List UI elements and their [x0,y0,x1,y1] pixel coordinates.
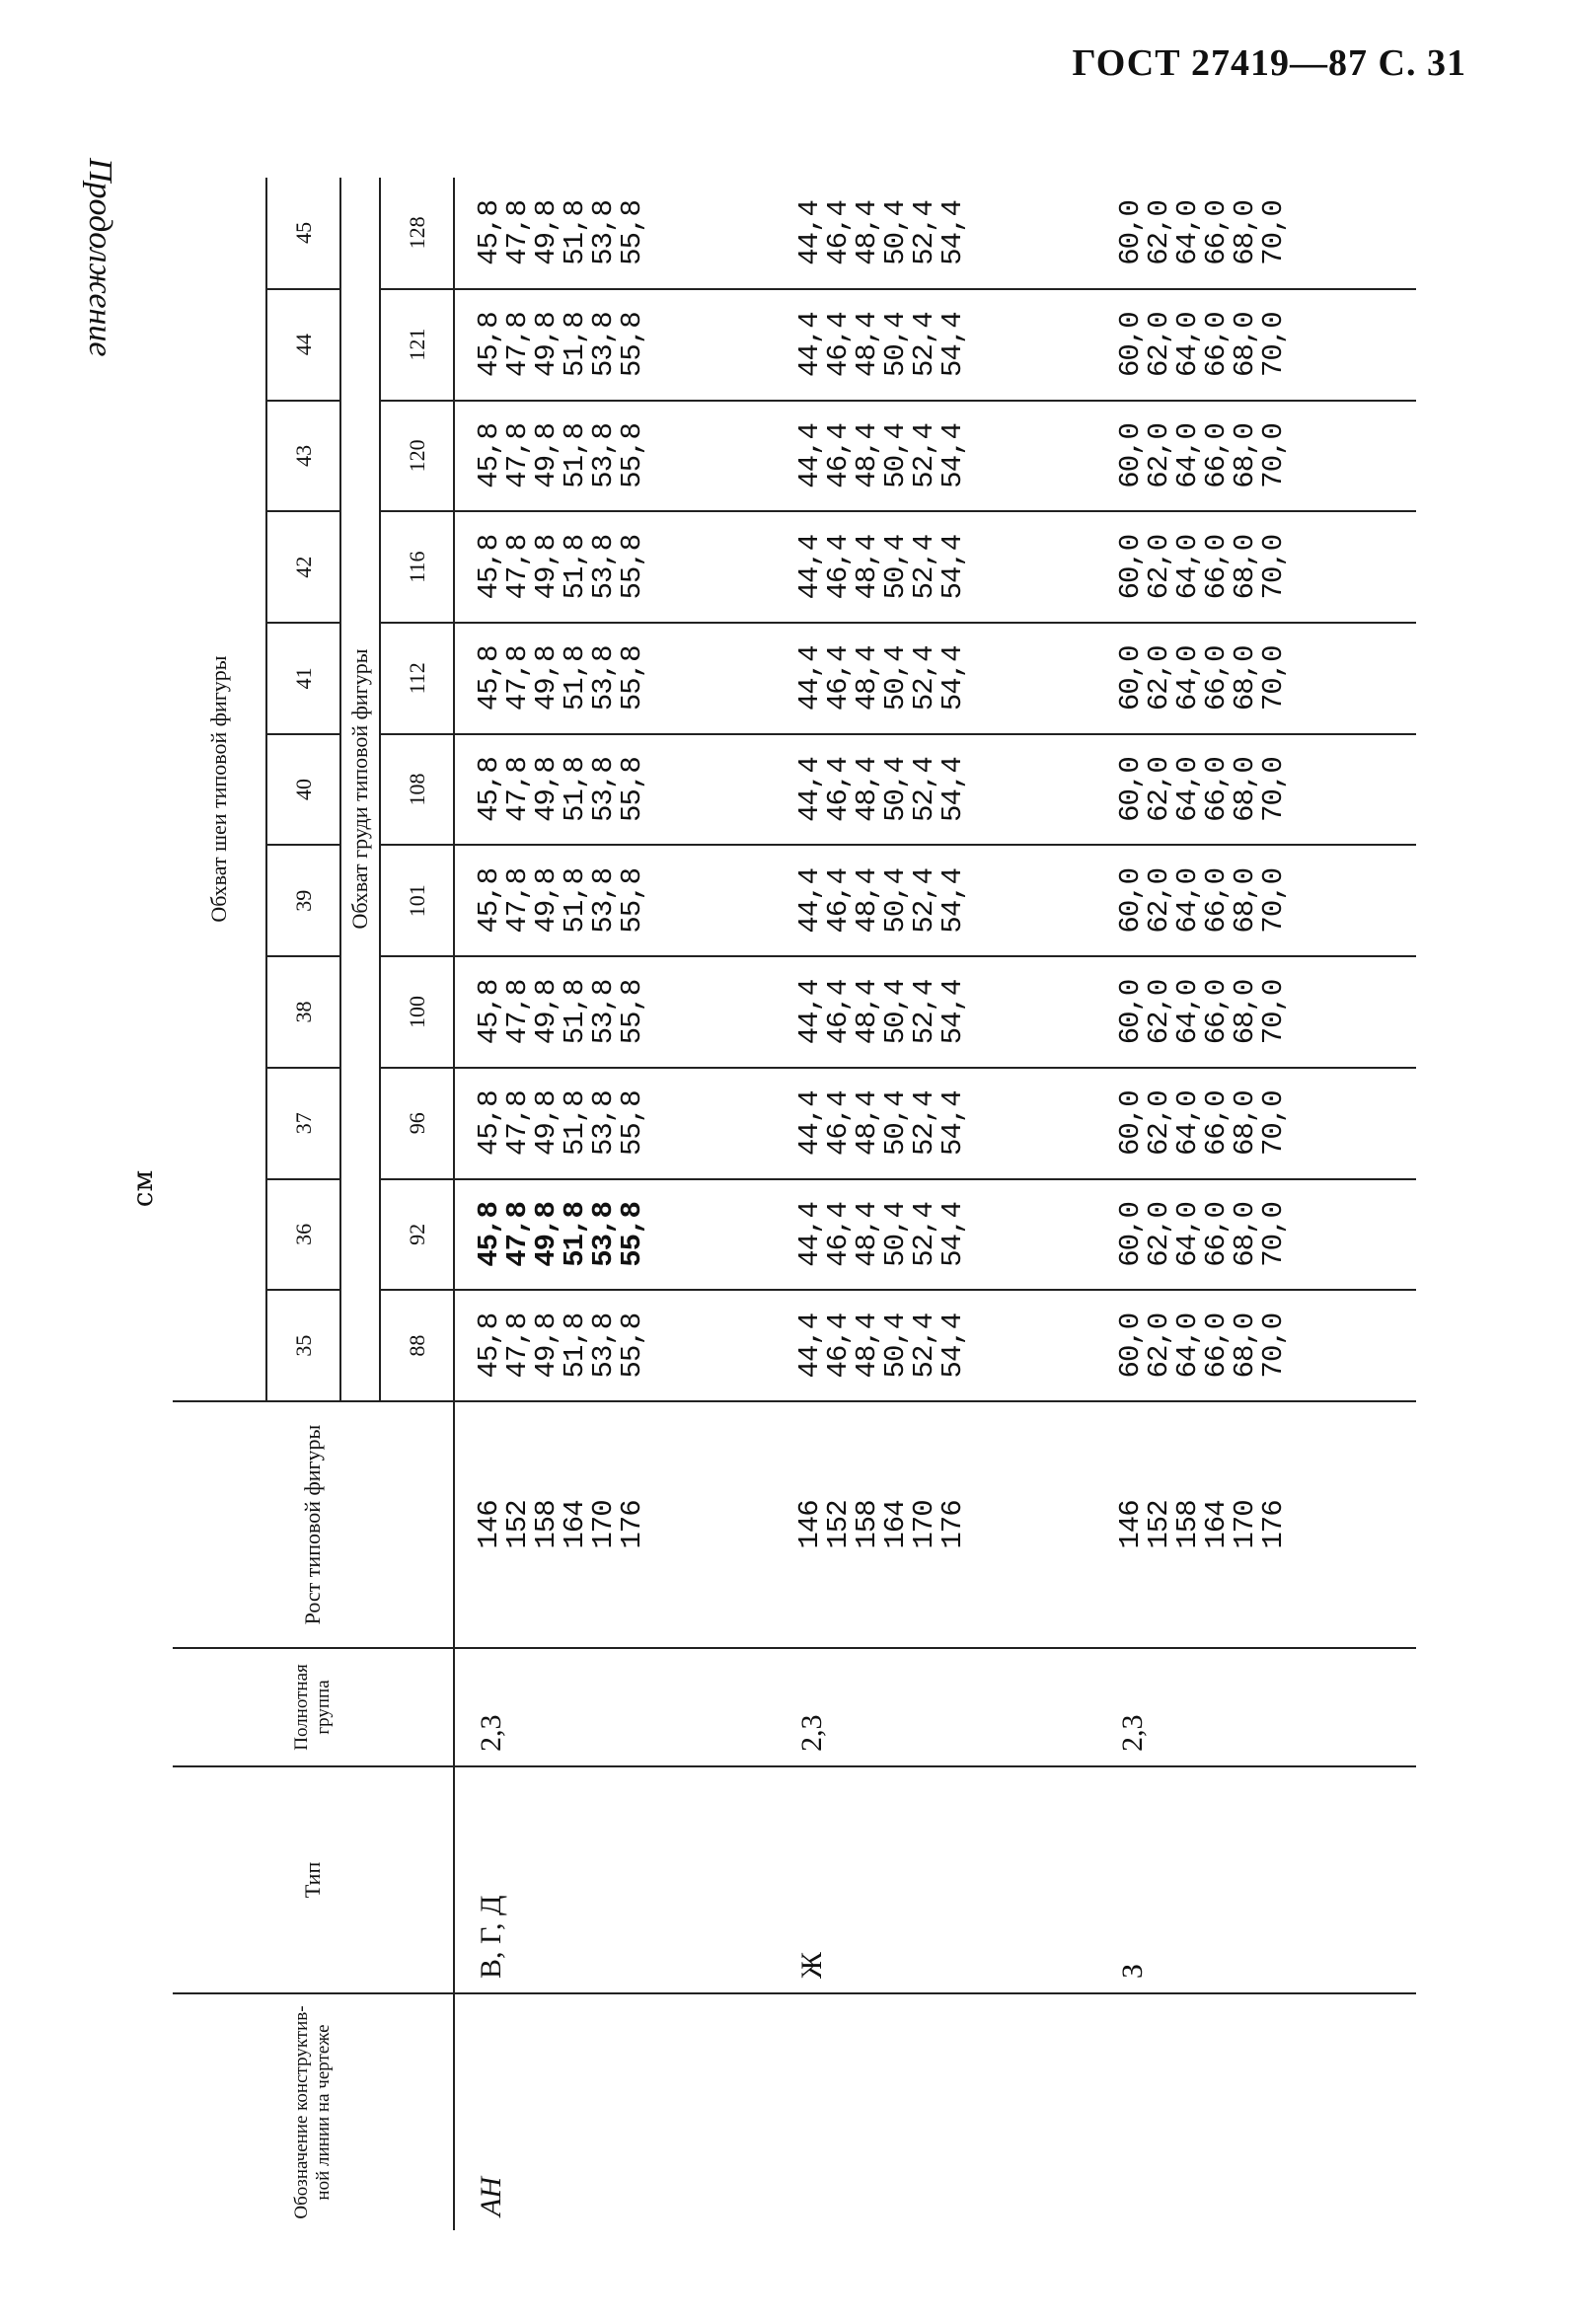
row-type: В, Г, Д [454,1766,776,1993]
row-values: 45,8 47,8 49,8 51,8 53,8 55,8 [454,289,776,401]
table-row [1096,178,1416,2230]
neck-size-39: 39 [266,845,340,956]
row-values: 45,8 47,8 49,8 51,8 53,8 55,8 [454,1179,776,1291]
neck-size-38: 38 [266,956,340,1068]
row-values: 44,4 46,4 48,4 50,4 52,4 54,4 [776,401,1095,512]
chest-size-88: 88 [380,1290,454,1401]
row-group: 2,3 [776,1648,1095,1766]
row-values: 60,0 62,0 64,0 66,0 68,0 70,0 [1096,289,1416,401]
row-values: 44,4 46,4 48,4 50,4 52,4 54,4 [776,1179,1095,1291]
row-values: 60,0 62,0 64,0 66,0 68,0 70,0 [1113,1312,1290,1379]
chest-size-121: 121 [380,289,454,401]
chest-size-128: 128 [380,178,454,289]
row-values: 45,8 47,8 49,8 51,8 53,8 55,8 [454,1068,776,1179]
page-header [1073,41,1467,85]
row-values: 45,8 47,8 49,8 51,8 53,8 55,8 [454,734,776,846]
table-row [454,178,776,2230]
row-values: 45,8 47,8 49,8 51,8 53,8 55,8 [454,956,776,1068]
row-values: 60,0 62,0 64,0 66,0 68,0 70,0 [1096,734,1416,846]
neck-size-35: 35 [266,1290,340,1401]
chest-size-92: 92 [380,1179,454,1291]
row-designation: АН [454,1993,776,2230]
row-values: 45,8 47,8 49,8 51,8 53,8 55,8 [454,401,776,512]
neck-size-40: 40 [266,734,340,846]
chest-size-112: 112 [380,623,454,734]
row-designation [776,1993,1095,2230]
col-group: Полнотная группа [173,1648,454,1766]
row-values: 44,4 46,4 48,4 50,4 52,4 54,4 [776,178,1095,289]
col-type: Тип [173,1766,454,1993]
row-values: 44,4 46,4 48,4 50,4 52,4 54,4 [776,623,1095,734]
row-group: 2,3 [454,1648,776,1766]
neck-size-42: 42 [266,511,340,623]
row-heights: 146 152 158 164 170 176 [776,1401,1095,1648]
row-designation [1096,1993,1416,2230]
row-values: 60,0 62,0 64,0 66,0 68,0 70,0 [1096,401,1416,512]
row-heights: 146 152 158 164 170 176 [454,1401,776,1648]
continued-label: Продолжение [82,158,118,357]
row-values: 60,0 62,0 64,0 66,0 68,0 70,0 [1096,623,1416,734]
row-values: 60,0 62,0 64,0 66,0 68,0 70,0 [1096,956,1416,1068]
col-height: Рост типовой фигуры [173,1401,454,1648]
row-values: 44,4 46,4 48,4 50,4 52,4 54,4 [776,289,1095,401]
row-values: 44,4 46,4 48,4 50,4 52,4 54,4 [776,1068,1095,1179]
row-values: 44,4 46,4 48,4 50,4 52,4 54,4 [776,845,1095,956]
row-values: 45,8 47,8 49,8 51,8 53,8 55,8 [454,623,776,734]
neck-size-37: 37 [266,1068,340,1179]
row-values: 45,8 47,8 49,8 51,8 53,8 55,8 [473,1312,648,1379]
col-designation: Обозначение конструктив-ной линии на чертеже [173,1993,454,2230]
chest-size-96: 96 [380,1068,454,1179]
sizes-table [173,178,1416,2230]
unit-label: см [126,1169,160,1208]
row-values: 45,8 47,8 49,8 51,8 53,8 55,8 [454,845,776,956]
row-type: З [1096,1766,1416,1993]
row-values: 60,0 62,0 64,0 66,0 68,0 70,0 [1096,511,1416,623]
row-values: 60,0 62,0 64,0 66,0 68,0 70,0 [1096,178,1416,289]
row-values: 45,8 47,8 49,8 51,8 53,8 55,8 [454,178,776,289]
neck-size-43: 43 [266,401,340,512]
chest-size-108: 108 [380,734,454,846]
neck-size-45: 45 [266,178,340,289]
neck-size-36: 36 [266,1179,340,1291]
chest-size-116: 116 [380,511,454,623]
row-values: 60,0 62,0 64,0 66,0 68,0 70,0 [1096,1179,1416,1291]
row-group: 2,3 [1096,1648,1416,1766]
row-values: 44,4 46,4 48,4 50,4 52,4 54,4 [793,1312,970,1379]
row-heights: 146 152 158 164 170 176 [1096,1401,1416,1648]
table-row [776,178,1095,2230]
row-values: 44,4 46,4 48,4 50,4 52,4 54,4 [776,511,1095,623]
neck-size-44: 44 [266,289,340,401]
chest-size-120: 120 [380,401,454,512]
chest-size-100: 100 [380,956,454,1068]
rotated-table-wrapper [173,178,1416,2230]
row-values: 45,8 47,8 49,8 51,8 53,8 55,8 [454,511,776,623]
row-type: Ж [776,1766,1095,1993]
row-values: 60,0 62,0 64,0 66,0 68,0 70,0 [1096,1068,1416,1179]
neck-size-41: 41 [266,623,340,734]
row-values: 44,4 46,4 48,4 50,4 52,4 54,4 [776,956,1095,1068]
col-neck-group: Обхват шеи типовой фигуры [173,178,266,1401]
row-values: 44,4 46,4 48,4 50,4 52,4 54,4 [776,734,1095,846]
row-values: 60,0 62,0 64,0 66,0 68,0 70,0 [1096,845,1416,956]
gost-number: ГОСТ 27419—87 [1072,42,1369,84]
col-chest-group: Обхват груди типовой фигуры [340,178,380,1401]
chest-size-101: 101 [380,845,454,956]
page-number: С. 31 [1378,42,1466,84]
